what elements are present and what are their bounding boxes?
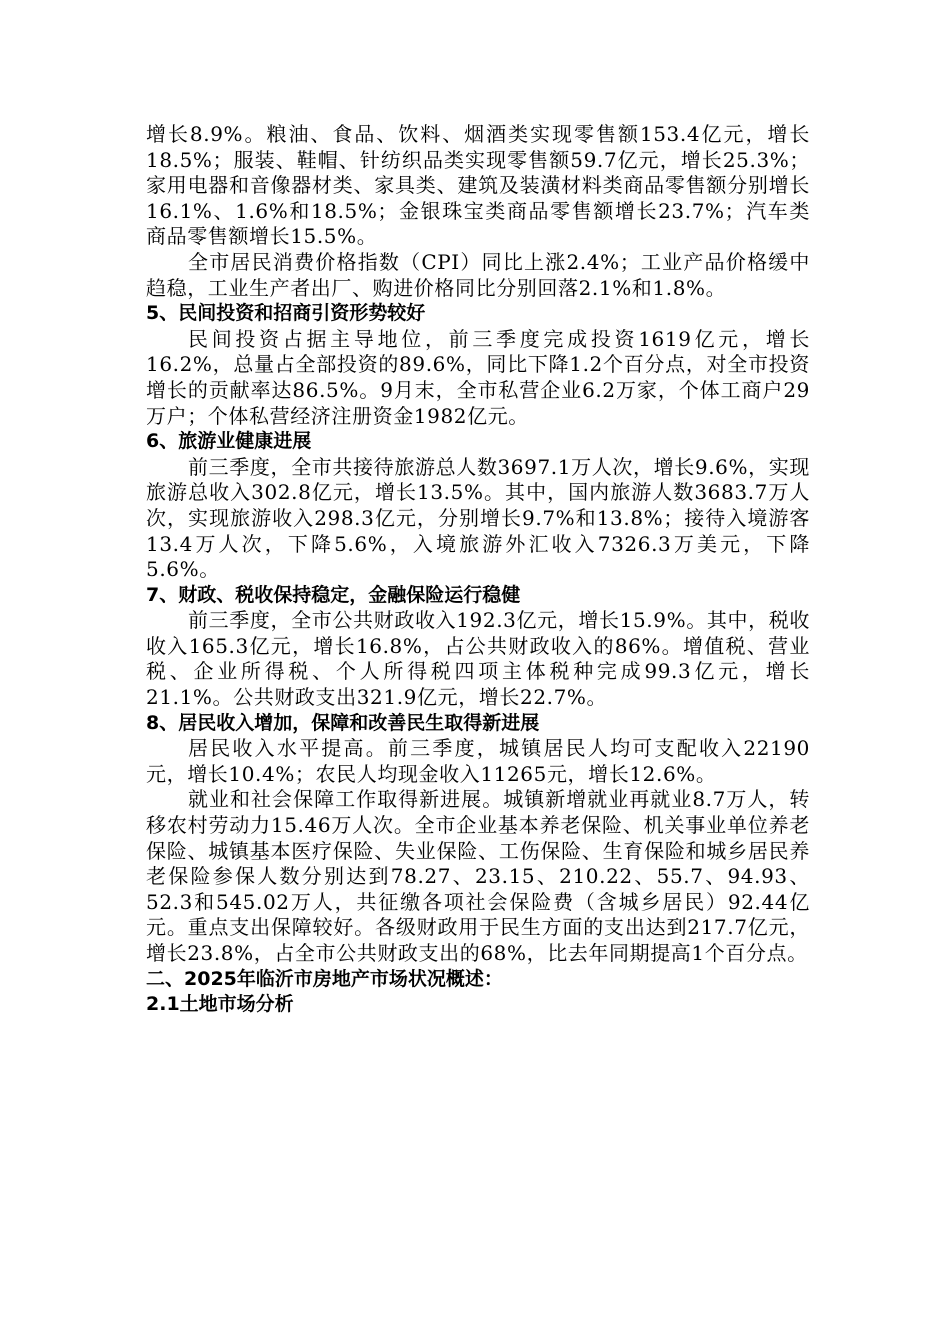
document-page [146,122,810,1018]
paragraph-finance-tax: 前三季度，全市公共财政收入192.3亿元，增长15.9%。其中，税收收入165.3亿元，增长16.8%，占公共财政收入的86%。增值税、营业税、企业所得税、个人所得税四项主体税种完成99.3亿元，增长21.1%。公共财政支出321.9亿元，增长22.7%。 [146,608,810,710]
heading-land-market: 2.1土地市场分析 [146,993,294,1016]
heading-section-two: 二、2025年临沂市房地产市场状况概述： [146,967,503,990]
heading-finance-tax: 7、财政、税收保持稳定，金融保险运行稳健 [146,583,521,606]
paragraph-social-security: 就业和社会保障工作取得新进展。城镇新增就业再就业8.7万人，转移农村劳动力15.46万人次。全市企业基本养老保险、机关事业单位养老保险、城镇基本医疗保险、失业保险、工伤保险、生育保险和城乡居民养老保险参保人数分别达到78.27、23.15、210.22、55.7、94.93、52.3和545.02万人，共征缴各项社会保险费（含城乡居民）92.44亿元。重点支出保障较好。各级财政用于民生方面的支出达到217.7亿元，增长23.8%，占全市公共财政支出的68%，比去年同期提高1个百分点。 [146,787,810,965]
paragraph-retail-sales: 增长8.9%。粮油、食品、饮料、烟酒类实现零售额153.4亿元，增长18.5%；服装、鞋帽、针纺织品类实现零售额59.7亿元，增长25.3%；家用电器和音像器材类、家具类、建筑及装潢材料类商品零售额分别增长16.1%、1.6%和18.5%；金银珠宝类商品零售额增长23.7%；汽车类商品零售额增长15.5%。 [146,122,810,249]
paragraph-private-investment: 民间投资占据主导地位，前三季度完成投资1619亿元，增长16.2%，总量占全部投资的89.6%，同比下降1.2个百分点，对全市投资增长的贡献率达86.5%。9月末，全市私营企业6.2万家，个体工商户29万户；个体私营经济注册资金1982亿元。 [146,326,810,428]
heading-tourism: 6、旅游业健康进展 [146,430,312,453]
heading-private-investment: 5、民间投资和招商引资形势较好 [146,302,426,325]
paragraph-cpi: 全市居民消费价格指数（CPI）同比上涨2.4%；工业产品价格缓中趋稳，工业生产者出厂、购进价格同比分别回落2.1%和1.8%。 [146,249,810,300]
heading-resident-income: 8、居民收入增加，保障和改善民生取得新进展 [146,711,540,734]
paragraph-resident-income: 居民收入水平提高。前三季度，城镇居民人均可支配收入22190元，增长10.4%；农民人均现金收入11265元，增长12.6%。 [146,736,810,786]
paragraph-tourism: 前三季度，全市共接待旅游总人数3697.1万人次，增长9.6%，实现旅游总收入302.8亿元，增长13.5%。其中，国内旅游人数3683.7万人次，实现旅游收入298.3亿元，分别增长9.7%和13.8%；接待入境游客13.4万人次，下降5.6%，入境旅游外汇收入7326.3万美元，下降5.6%。 [146,454,810,582]
